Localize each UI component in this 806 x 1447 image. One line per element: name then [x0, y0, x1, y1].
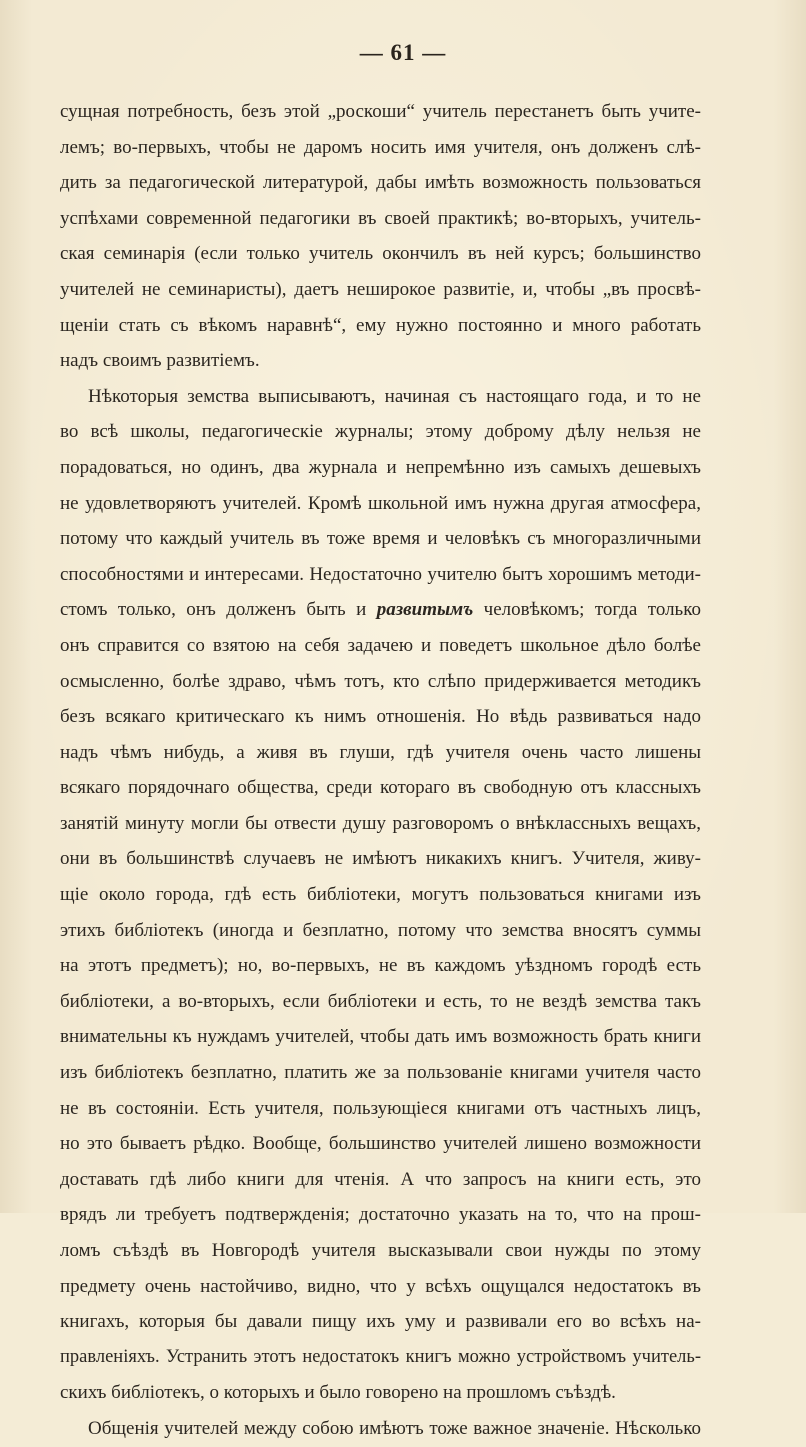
- text-line: потому что каждый учитель въ тоже время и человѣкъ съ многоразличными: [60, 528, 701, 550]
- text-line: надъ своимъ развитіемъ.: [60, 350, 260, 372]
- text-line: онъ справится со взятою на себя задачею и поведетъ школьное дѣло болѣе: [60, 634, 701, 656]
- text-line: библіотеки, а во-вторыхъ, если библіотеки и есть, то не вездѣ земства такъ: [60, 990, 701, 1012]
- text-line: всякаго порядочнаго общества, среди котораго въ свободную отъ классныхъ: [60, 777, 701, 799]
- text-line: порадоваться, но одинъ, два журнала и непремѣнно изъ самыхъ дешевыхъ: [60, 456, 701, 478]
- text-line: успѣхами современной педагогики въ своей практикѣ; во-вторыхъ, учитель-: [60, 207, 701, 229]
- text-line: на этотъ предметъ); но, во-первыхъ, не въ каждомъ уѣздномъ городѣ есть: [60, 955, 701, 977]
- text-line: лемъ; во-первыхъ, чтобы не даромъ носить имя учителя, онъ долженъ слѣ-: [60, 136, 701, 158]
- text-line: доставать гдѣ либо книги для чтенія. А что запросъ на книги есть, это: [60, 1168, 701, 1190]
- text-line: изъ библіотекъ безплатно, платить же за пользованіе книгами учителя часто: [60, 1062, 701, 1084]
- text-line: способностями и интересами. Недостаточно учителю бытъ хорошимъ методи-: [60, 563, 701, 585]
- text-line: надъ чѣмъ нибудь, а живя въ глуши, гдѣ учителя очень часто лишены: [60, 741, 701, 763]
- text-line: Нѣкоторыя земства выписываютъ, начиная съ настоящаго года, и то не: [88, 385, 701, 407]
- emphasized-word: развитымъ: [376, 599, 474, 621]
- text-line: скихъ библіотекъ, о которыхъ и было говорено на прошломъ съѣздѣ.: [60, 1382, 616, 1404]
- text-segment: человѣкомъ; тогда только: [473, 599, 701, 621]
- body-text: [60, 94, 701, 1447]
- text-line: врядъ ли требуетъ подтвержденія; достаточно указать на то, что на прош-: [60, 1204, 701, 1226]
- page-number: — 61 —: [359, 40, 447, 65]
- text-line: занятій минуту могли бы отвести душу разговоромъ о внѣклассныхъ вещахъ,: [60, 812, 701, 834]
- text-line: во всѣ школы, педагогическіе журналы; этому доброму дѣлу нельзя не: [60, 421, 701, 443]
- text-line: предмету очень настойчиво, видно, что у всѣхъ ощущался недостатокъ въ: [60, 1275, 701, 1297]
- text-line: дить за педагогической литературой, дабы имѣть возможность пользоваться: [60, 172, 701, 194]
- text-line: ская семинарія (если только учитель окончилъ въ ней курсъ; большинство: [60, 243, 701, 265]
- text-line: сущная потребность, безъ этой „роскоши“ учитель перестанетъ быть учите-: [60, 101, 701, 122]
- text-segment: стомъ только, онъ долженъ быть и: [60, 599, 377, 621]
- text-line: учителей не семинаристы), даетъ неширокое развитіе, и, чтобы „въ просвѣ-: [60, 278, 701, 300]
- text-line: внимательны къ нуждамъ учителей, чтобы дать имъ возможность брать книги: [60, 1026, 701, 1048]
- text-line: правленіяхъ. Устранить этотъ недостатокъ книгъ можно устройствомъ учитель-: [60, 1346, 701, 1367]
- text-line: не въ состояніи. Есть учителя, пользующіеся книгами отъ частныхъ лицъ,: [60, 1097, 701, 1119]
- text-line: щіе около города, гдѣ есть библіотеки, могутъ пользоваться книгами изъ: [60, 884, 701, 906]
- text-line: они въ большинствѣ случаевъ не имѣютъ никакихъ книгъ. Учителя, живу-: [60, 848, 701, 870]
- text-line: щеніи стать съ вѣкомъ наравнѣ“, ему нужно постоянно и много работать: [60, 314, 701, 336]
- text-line: [60, 592, 701, 628]
- text-line: не удовлетворяютъ учителей. Кромѣ школьной имъ нужна другая атмосфера,: [60, 492, 701, 514]
- text-line: книгахъ, которыя бы давали пищу ихъ уму и развивали его во всѣхъ на-: [60, 1311, 701, 1333]
- text-line: осмысленно, болѣе здраво, чѣмъ тотъ, кто слѣпо придерживается методикъ: [60, 670, 701, 692]
- text-line: ломъ съѣздѣ въ Новгородѣ учителя высказывали свои нужды по этому: [60, 1240, 701, 1261]
- text-line: этихъ библіотекъ (иногда и безплатно, потому что земства вносятъ суммы: [60, 919, 701, 941]
- text-line: безъ всякаго критическаго къ нимъ отношенія. Но вѣдь развиваться надо: [60, 706, 701, 728]
- text-line: Общенія учителей между собою имѣютъ тоже важное значеніе. Нѣсколько: [88, 1417, 701, 1439]
- text-line: но это бываетъ рѣдко. Вообще, большинство учителей лишено возможности: [60, 1133, 701, 1155]
